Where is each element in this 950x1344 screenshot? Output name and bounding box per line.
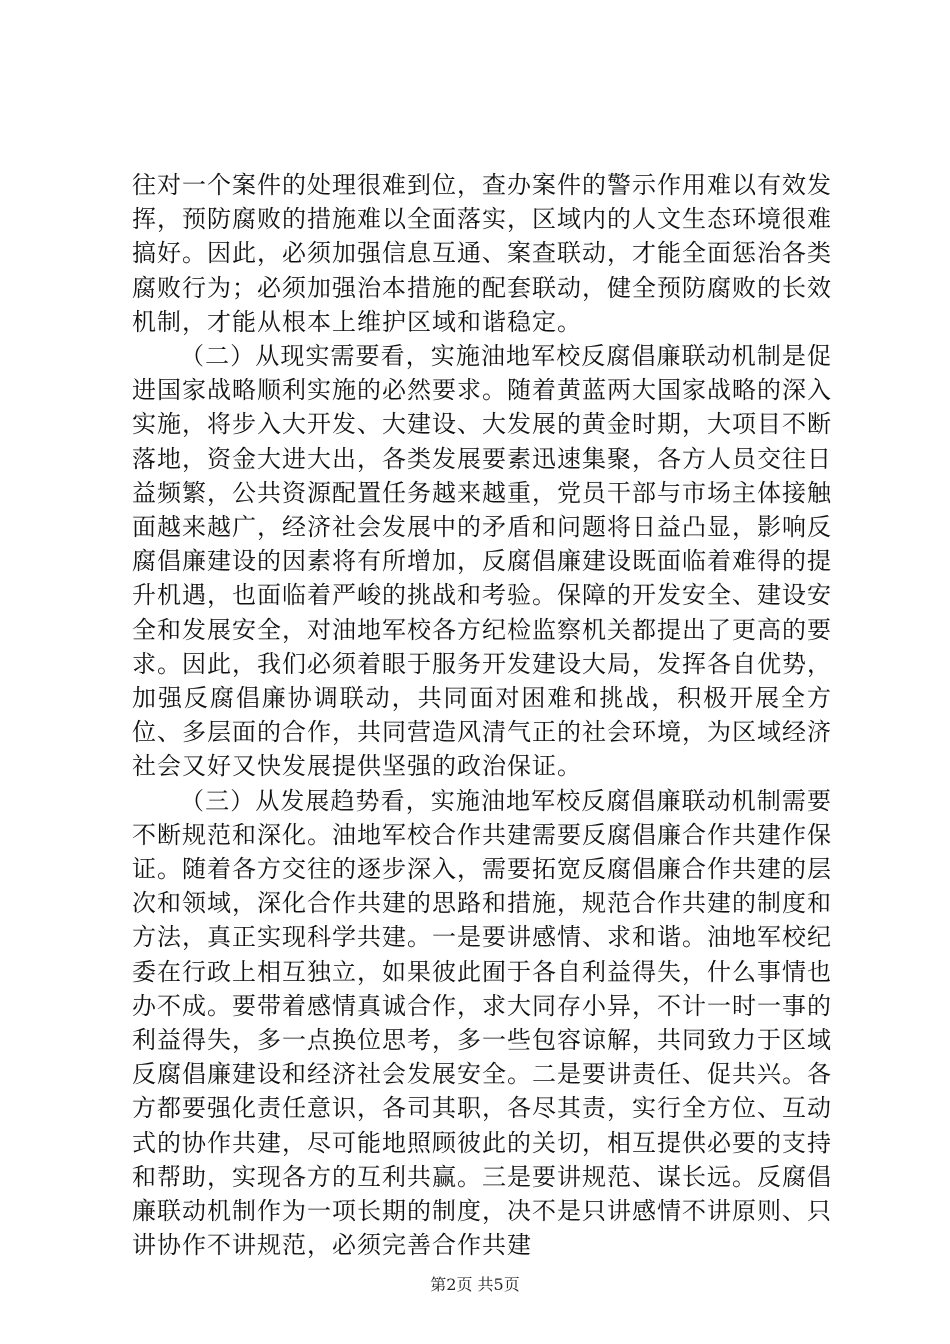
page-number-footer: 第2页 共5页 bbox=[430, 1275, 520, 1294]
paragraph-section-2: （二）从现实需要看，实施油地军校反腐倡廉联动机制是促进国家战略顺利实施的必然要求。随着黄蓝两大国家战略的深入实施，将步入大开发、大建设、大发展的黄金时期，大项目不断落地，资金大进大出，各类发展要素迅速集聚，各方人员交往日益频繁，公共资源配置任务越来越重，党员干部与市场主体接触面越来越广，经济社会发展中的矛盾和问题将日益凸显，影响反腐倡廉建设的因素将有所增加，反腐倡廉建设既面临着难得的提升机遇，也面临着严峻的挑战和考验。保障的开发安全、建设安全和发展安全，对油地军校各方纪检监察机关都提出了更高的要求。因此，我们必须着眼于服务开发建设大局，发挥各自优势，加强反腐倡廉协调联动，共同面对困难和挑战，积极开展全方位、多层面的合作，共同营造风清气正的社会环境，为区域经济社会又好又快发展提供坚强的政治保证。 bbox=[132, 342, 832, 781]
paragraph-section-3: （三）从发展趋势看，实施油地军校反腐倡廉联动机制需要不断规范和深化。油地军校合作共建需要反腐倡廉合作共建作保证。随着各方交往的逐步深入，需要拓宽反腐倡廉合作共建的层次和领域，深化合作共建的思路和措施，规范合作共建的制度和方法，真正实现科学共建。一是要讲感情、求和谐。油地军校纪委在行政上相互独立，如果彼此囿于各自利益得失，什么事情也办不成。要带着感情真诚合作，求大同存小异，不计一时一事的利益得失，多一点换位思考，多一些包容谅解，共同致力于区域反腐倡廉建设和经济社会发展安全。二是要讲责任、促共兴。各方都要强化责任意识，各司其职，各尽其责，实行全方位、互动式的协作共建，尽可能地照顾彼此的关切，相互提供必要的支持和帮助，实现各方的互利共赢。三是要讲规范、谋长远。反腐倡廉联动机制作为一项长期的制度，决不是只讲感情不讲原则、只讲协作不讲规范，必须完善合作共建 bbox=[132, 786, 832, 1260]
document-body bbox=[132, 168, 832, 1263]
paragraph-continuation: 往对一个案件的处理很难到位，查办案件的警示作用难以有效发挥，预防腐败的措施难以全面落实，区域内的人文生态环境很难搞好。因此，必须加强信息互通、案查联动，才能全面惩治各类腐败行为；必须加强治本措施的配套联动，健全预防腐败的长效机制，才能从根本上维护区域和谐稳定。 bbox=[132, 171, 832, 336]
